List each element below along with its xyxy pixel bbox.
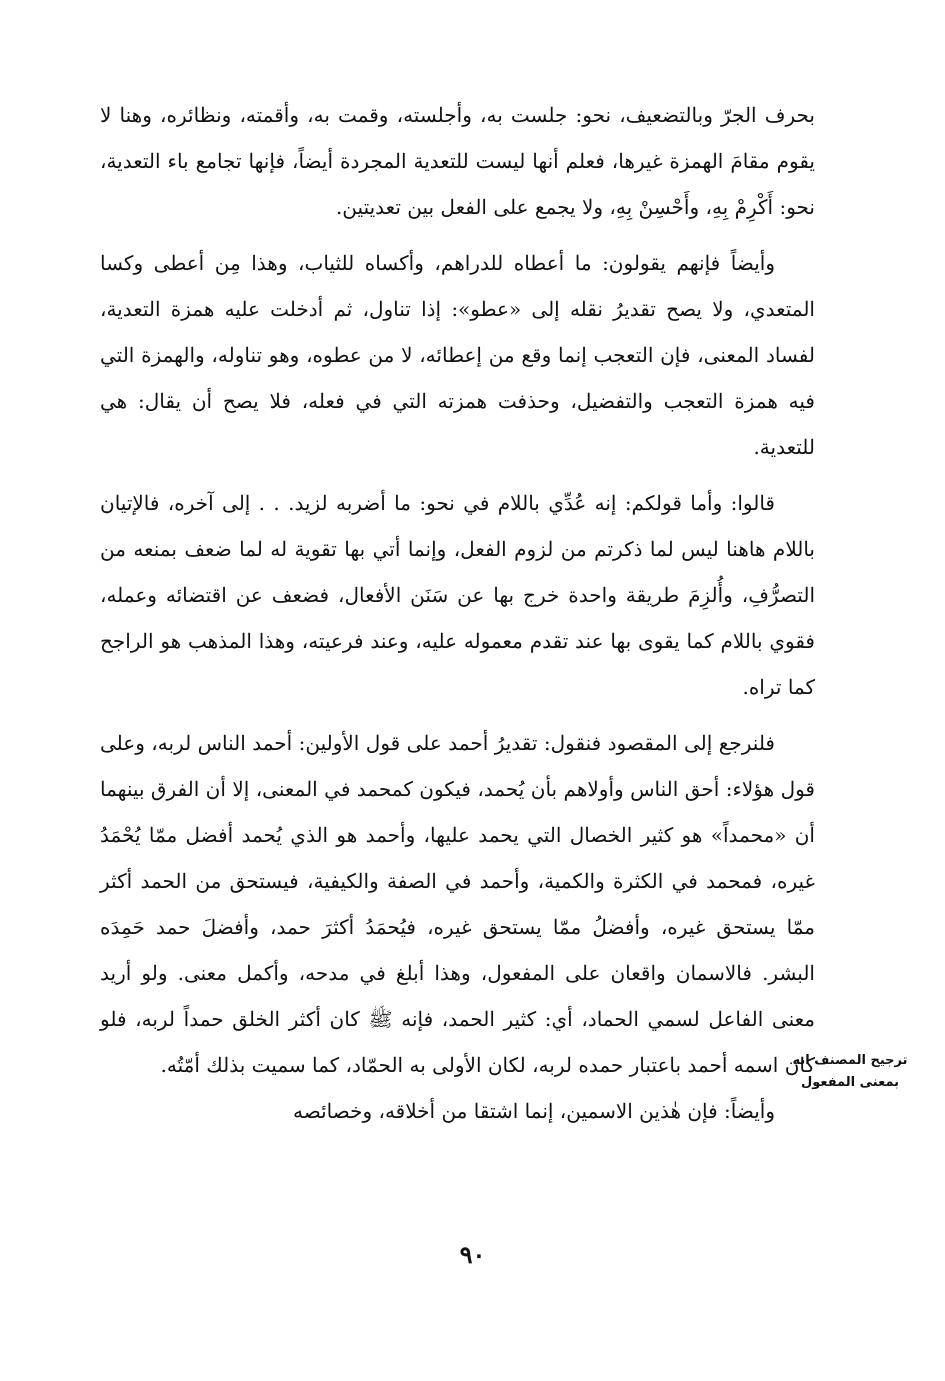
body-text: [100, 92, 815, 1134]
paragraph-2: وأيضاً فإنهم يقولون: ما أعطاه للدراهم، وأكساه للثياب، وهذا مِن أعطى وكسا المتعدي، ولا يصح تقديرُ نقله إلى «عطو»: إذا تناول، ثم أدخلت عليه همزة التعدية، لفساد المعنى، فإن التعجب إنما وقع من إعطائه، لا من عطوه، وهو تناوله، والهمزة التي فيه همزة التعجب والتفضيل، وحذفت همزته التي في فعله، فلا يصح أن يقال: هي للتعدية.: [100, 251, 815, 459]
margin-note-line-2: بمعنى المفعول: [800, 1075, 900, 1090]
margin-note: [790, 1050, 910, 1094]
paragraph-4: فلنرجع إلى المقصود فنقول: تقديرُ أحمد على قول الأولين: أحمد الناس لربه، وعلى قول هؤلاء: أحق الناس وأولاهم بأن يُحمد، فيكون كمحمد في المعنى، إلا أن الفرق بينهما أن «محمداً» هو كثير الخصال التي يحمد عليها، وأحمد هو الذي يُحمد أفضل ممّا يُحْمَدُ غيره، فمحمد في الكثرة والكمية، وأحمد في الصفة والكيفية، فيستحق من الحمد أكثر ممّا يستحق غيره، وأفضلُ ممّا يستحق غيره، فيُحمَدُ أكثرَ حمد، وأفضلَ حمد حَمِدَه البشر. فالاسمان واقعان على المفعول، وهذا أبلغ في مدحه، وأكمل معنى. ولو أريد معنى الفاعل لسمي الحماد، أي: كثير الحمد، فإنه ﷺ كان أكثر الخلق حمداً لربه، فلو كان اسمه أحمد باعتبار حمده لربه، لكان الأولى به الحمّاد، كما سميت بذلك أمّتُه.: [100, 731, 815, 1077]
paragraph-gap: [100, 470, 815, 480]
page-number: ٩٠: [459, 1240, 486, 1269]
paragraph-gap: [100, 230, 815, 240]
paragraph-1: بحرف الجرّ وبالتضعيف، نحو: جلست به، وأجلسته، وقمت به، وأقمته، ونظائره، وهنا لا يقوم مقامَ الهمزة غيرها، فعلم أنها ليست للتعدية المجردة أيضاً، فإنها تجامع باء التعدية، نحو: أَكْرِمْ بِهِ، وأَحْسِنْ بِهِ، ولا يجمع على الفعل بين تعديتين.: [100, 103, 815, 219]
paragraph-3: قالوا: وأما قولكم: إنه عُدِّي باللام في نحو: ما أضربه لزيد. . . إلى آخره، فالإتيان باللام هاهنا ليس لما ذكرتم من لزوم الفعل، وإنما أتي بها تقوية له لما ضعف بمنعه من التصرُّفِ، وأُلزِمَ طريقة واحدة خرج بها عن سَنَن الأفعال، فضعف عن اقتضائه وعمله، فقوي باللام كما يقوى بها عند تقدم معموله عليه، وعند فرعيته، وهذا المذهب هو الراجح كما تراه.: [100, 491, 815, 699]
paragraph-gap: [100, 710, 815, 720]
paragraph-5: وأيضاً: فإن هٰذين الاسمين، إنما اشتقا من أخلاقه، وخصائصه: [293, 1099, 775, 1123]
margin-note-line-1: ترجيح المصنف انه: [792, 1053, 908, 1068]
